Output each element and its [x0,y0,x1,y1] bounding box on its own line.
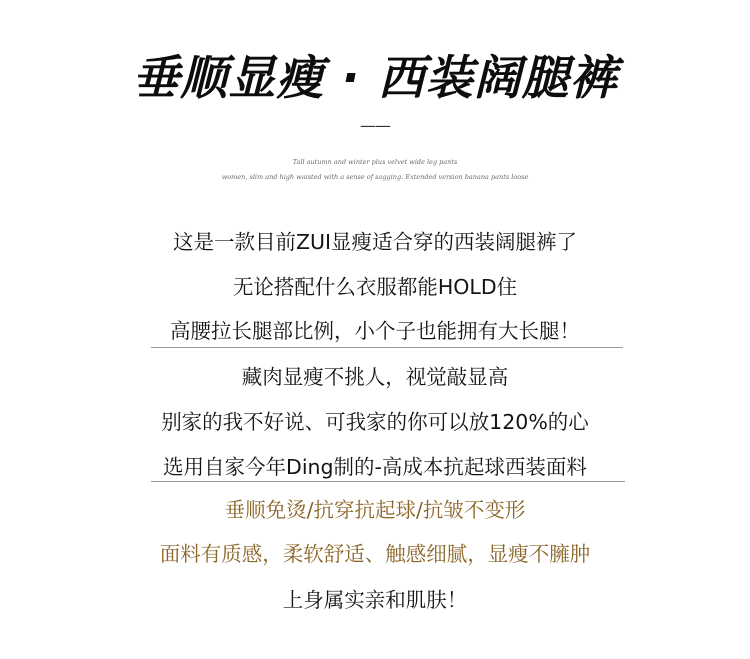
title-divider: —— [360,116,390,135]
english-subtitle-line-2: women, slim and high waisted with a sense of sagging. Extended version banana pants loose [221,173,529,181]
description-line-3: 高腰拉长腿部比例，小个子也能拥有大长腿！ [170,319,580,343]
page-title: 垂顺显瘦 · 西装阔腿裤 [132,51,618,106]
feature-line-1: 垂顺免烫/抗穿抗起球/抗皱不变形 [224,498,526,522]
underline-2 [151,481,625,482]
closing-line: 上身属实亲和肌肤！ [282,588,468,612]
description-line-1: 这是一款目前ZUI显瘦适合穿的西装阔腿裤了 [172,230,578,254]
english-subtitle-line-1: Tall autumn and winter plus velvet wide leg pants [292,158,458,166]
description-line-6: 选用自家今年Ding制的-高成本抗起球西装面料 [163,455,587,479]
underline-1 [151,347,623,348]
description-line-5: 别家的我不好说、可我家的你可以放120%的心 [161,410,589,434]
description-line-4: 藏肉显瘦不挑人，视觉敲显高 [241,365,509,389]
description-line-2: 无论搭配什么衣服都能HOLD住 [232,275,518,299]
feature-line-2: 面料有质感，柔软舒适、触感细腻，显瘦不臃肿 [159,542,591,566]
